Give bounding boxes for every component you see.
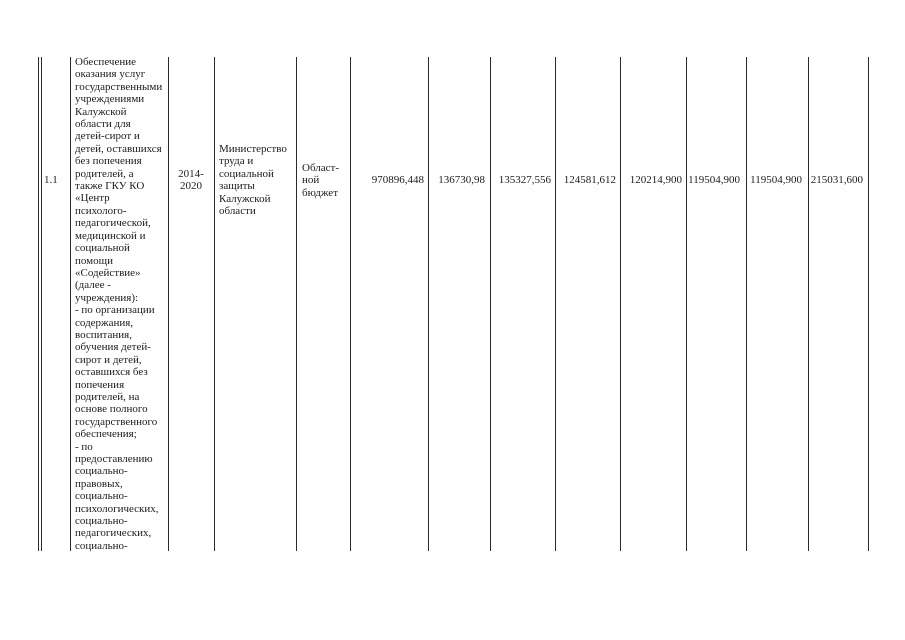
column-divider (350, 57, 351, 551)
value-year: 119504,900 (688, 174, 740, 186)
column-divider (428, 57, 429, 551)
value-year: 136730,98 (438, 174, 485, 186)
row-executor: Министерство труда и социальной защиты Калужской области (219, 143, 287, 218)
row-description: Обеспечение оказания услуг государственными учреждениями Калужской области для детей-сирот и детей, оставшихся без попечения родителей, а также ГКУ КО «Центр психолого- педагогической, медицинской и социальной помощи «Содействие» (далее - учреждения): - по организации содержания, воспитания, обучения детей- сирот и детей, оставшихся без попечения родителей, на основе полного государственного обеспечения; - по предоставлению социально- правовых, социально- психологических, социально- педагогических, социально- (75, 56, 163, 552)
row-number: 1.1 (44, 174, 58, 186)
column-divider (296, 57, 297, 551)
table-left-border (38, 57, 39, 551)
table-right-border (868, 57, 869, 551)
value-year: 124581,612 (563, 174, 616, 186)
row-period: 2014- 2020 (178, 168, 204, 193)
row-funding-source: Област- ной бюджет (302, 162, 339, 199)
column-divider (70, 57, 71, 551)
column-divider (686, 57, 687, 551)
value-year: 135327,556 (498, 174, 551, 186)
value-year: 120214,900 (629, 174, 682, 186)
column-divider (214, 57, 215, 551)
column-divider (168, 57, 169, 551)
column-divider (746, 57, 747, 551)
column-divider (555, 57, 556, 551)
column-divider (490, 57, 491, 551)
value-year: 215031,600 (810, 174, 863, 186)
column-divider (808, 57, 809, 551)
table-left-border-inner (41, 57, 42, 551)
column-divider (620, 57, 621, 551)
value-year: 119504,900 (750, 174, 802, 186)
value-total: 970896,448 (371, 174, 424, 186)
